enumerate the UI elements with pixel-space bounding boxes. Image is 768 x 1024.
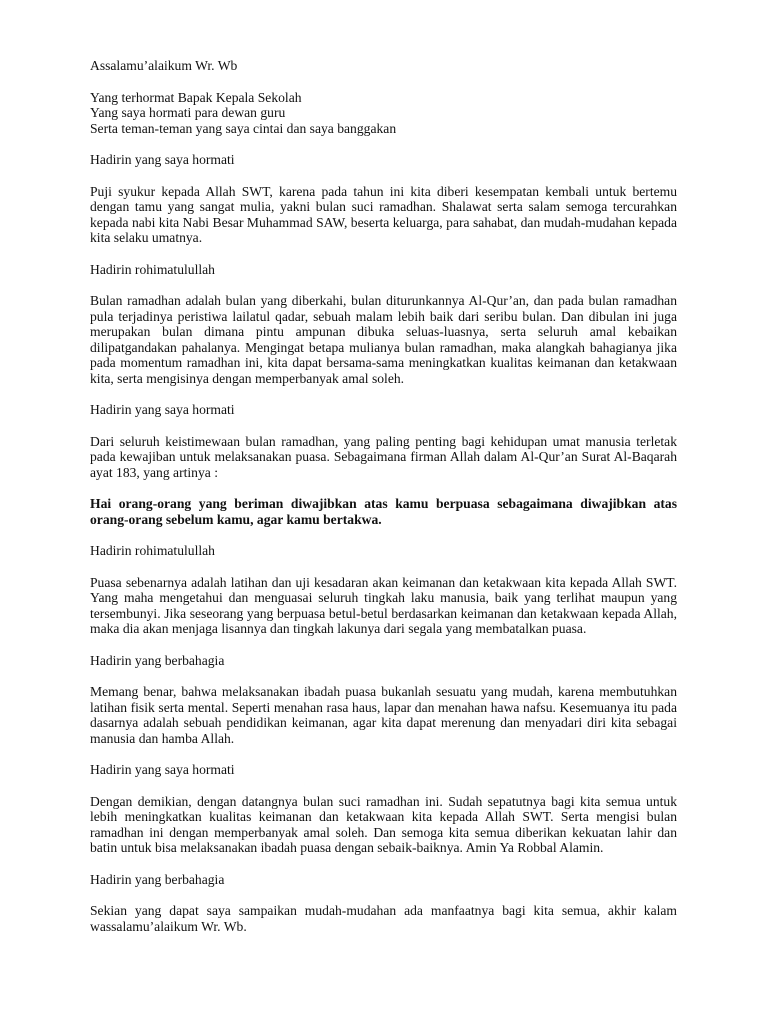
salutation-block (90, 90, 677, 137)
section-heading: Hadirin yang berbahagia (90, 871, 225, 887)
section-heading: Hadirin yang berbahagia (90, 652, 225, 668)
section-heading: Hadirin yang saya hormati (90, 152, 235, 167)
salutation-line: Yang saya hormati para dewan guru (90, 105, 286, 120)
greeting: Assalamu’alaikum Wr. Wb (90, 58, 238, 73)
section-paragraph: Sekian yang dapat saya sampaikan mudah-mudahan ada manfaatnya bagi kita semua, akhir kalam wassalamu’alaikum Wr. Wb. (90, 903, 677, 934)
section-heading: Hadirin rohimatulullah (90, 543, 215, 558)
section-paragraph: Puasa sebenarnya adalah latihan dan uji kesadaran akan keimanan dan ketakwaan kita kepada Allah SWT. Yang maha mengetahui dan menguasai seluruh tingkah laku manusia, baik yang terlihat maupun yang tersembunyi. Jika seseorang yang berpuasa betul-betul berdasarkan keimanan dan ketakwaan kepada Allah, maka dia akan menjaga lisannya dan tingkah lakunya dari segala yang membatalkan puasa. (90, 574, 677, 636)
section-heading: Hadirin yang saya hormati (90, 762, 235, 777)
salutation-line: Serta teman-teman yang saya cintai dan saya banggakan (90, 120, 397, 136)
salutation-line: Yang terhormat Bapak Kepala Sekolah (90, 89, 302, 105)
section-paragraph: Dari seluruh keistimewaan bulan ramadhan, yang paling penting bagi kehidupan umat manusia terletak pada kewajiban untuk melaksanakan puasa. Sebagaimana firman Allah dalam Al-Qur’an Surat Al-Baqarah ayat 183, yang artinya : (90, 433, 677, 480)
section-paragraph: Dengan demikian, dengan datangnya bulan suci ramadhan ini. Sudah sepatutnya bagi kita semua untuk lebih meningkatkan kualitas keimanan dan ketakwaan kita kepada Allah SWT. Serta mengisi bulan ramadhan ini dengan memperbanyak amal soleh. Dan semoga kita semua diberikan kekuatan lahir dan batin untuk bisa melaksanakan ibadah puasa dengan sebaik-baiknya. Amin Ya Robbal Alamin. (90, 793, 677, 855)
section-heading: Hadirin yang saya hormati (90, 402, 235, 417)
speech-document (90, 58, 677, 934)
section-paragraph: Memang benar, bahwa melaksanakan ibadah puasa bukanlah sesuatu yang mudah, karena membutuhkan latihan fisik serta mental. Seperti menahan rasa haus, lapar dan menahan hawa nafsu. Kesemuanya itu pada dasarnya adalah sebuah pendidikan keimanan, agar kita dapat merenung dan menyadari diri kita sebagai manusia dan hamba Allah. (90, 684, 677, 746)
section-paragraph: Puji syukur kepada Allah SWT, karena pada tahun ini kita diberi kesempatan kembali untuk bertemu dengan tamu yang sangat mulia, yakni bulan suci ramadhan. Shalawat serta salam semoga tercurahkan kepada nabi kita Nabi Besar Muhammad SAW, beserta keluarga, para sahabat, dan mudah-mudahan kepada kita selaku umatnya. (90, 183, 677, 245)
section-heading: Hadirin rohimatulullah (90, 261, 215, 277)
section-paragraph: Bulan ramadhan adalah bulan yang diberkahi, bulan diturunkannya Al-Qur’an, dan pada bulan ramadhan pula terjadinya peristiwa lailatul qadar, sebuah malam lebih baik dari seribu bulan. Dan dibulan ini juga merupakan bulan dimana pintu ampunan dibuka seluas-luasnya, serta seluruh amal kebaikan dilipatgandakan pahalanya. Mengingat betapa mulianya bulan ramadhan, maka alangkah bahagianya jika pada momentum ramadhan ini, kita dapat bersama-sama meningkatkan kualitas keimanan dan ketakwaan kita, serta mengisinya dengan memperbanyak amal soleh. (90, 293, 677, 386)
quran-verse: Hai orang-orang yang beriman diwajibkan atas kamu berpuasa sebagaimana diwajibkan atas orang-orang sebelum kamu, agar kamu bertakwa. (90, 496, 677, 527)
